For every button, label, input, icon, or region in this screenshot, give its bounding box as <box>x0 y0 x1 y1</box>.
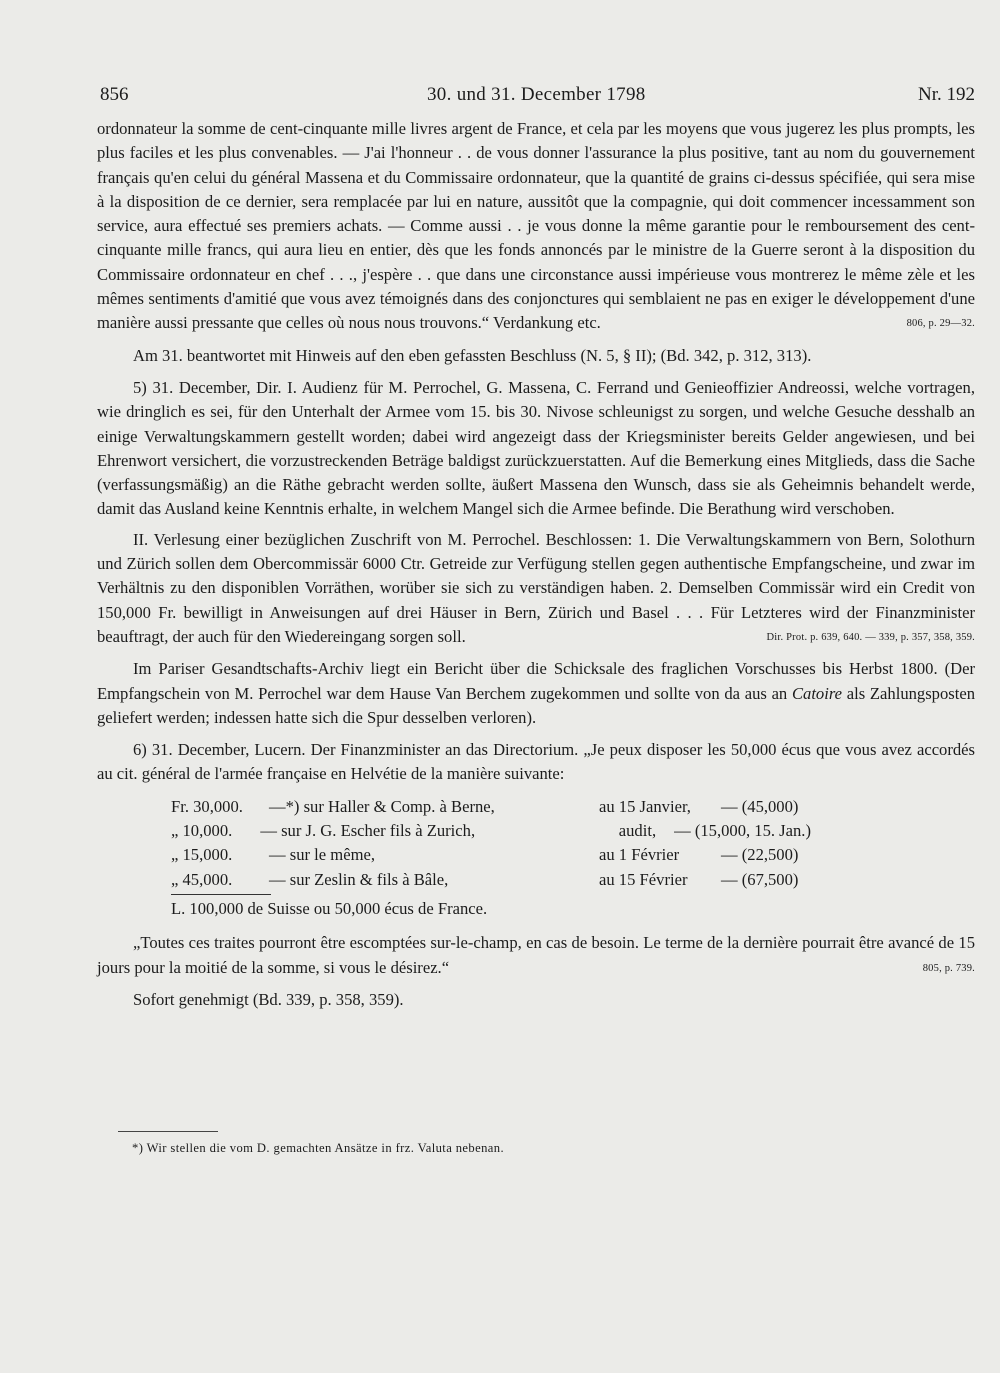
distribution-table <box>171 795 811 892</box>
paragraph-1-source: 806, p. 29—32. <box>906 318 975 330</box>
row-equivalent: — (67,500) <box>721 869 799 889</box>
paragraph-1 <box>97 117 975 336</box>
paragraph-6: 6) 31. December, Lucern. Der Finanzminister an das Directorium. „Je peux disposer les 50,000 écus que vous avez accordés au cit. général de l'armée française en Helvétie de la manière suivante: <box>97 740 975 784</box>
page-body <box>97 117 975 1012</box>
row-due: au 15 Janvier, <box>599 796 691 816</box>
document-number: Nr. 192 <box>918 84 975 105</box>
paragraph-5-text-a: Im Pariser Gesandtschafts-Archiv liegt ein Bericht über die Schicksale des fraglichen Vorschusses bis Herbst 1800. (Der Empfangschein von M. Perrochel war dem Hause Van Berchem zugekommen und sollte von da aus an <box>97 659 975 703</box>
paragraph-3: 5) 31. December, Dir. I. Audienz für M. Perrochel, G. Massena, C. Ferrand und Genieoffizier Andreossi, welche vortragen, wie dringlich es sei, für den Unterhalt der Armee vom 15. bis 30. Nivose schleunigst zu sorgen, und welche Gesuche desshalb an einige Verwaltungskammern gestellt worden; dabei wird angezeigt dass der Kriegsminister bereits Gelder angewiesen, und bei Ehrenwort versichert, die vorzustreckenden Beträge baldigst zurückzuerstatten. Auf die Bemerkung eines Mitglieds, dass die Sache (verfassungsmäßig) an die Räthe gebracht werden sollte, äußert Massena den Wunsch, dass sie als Geheimnis behandelt werde, damit das Ausland keine Kenntnis erhalte, in welchem Mangel sich die Armee befinde. Die Berathung wird verschoben. <box>97 377 975 519</box>
page-header <box>100 84 975 114</box>
row-due: au 1 Février <box>599 845 680 865</box>
paragraph-2: Am 31. beantwortet mit Hinweis auf den eben gefassten Beschluss (N. 5, § II); (Bd. 342, p. 312, 313). <box>133 345 812 365</box>
paragraph-8: Sofort genehmigt (Bd. 339, p. 358, 359). <box>133 989 404 1009</box>
paragraph-4-source: Dir. Prot. p. 639, 640. — 339, p. 357, 358, 359. <box>766 631 975 643</box>
row-amount: Fr. 30,000. <box>171 796 243 816</box>
distribution-row <box>171 868 811 892</box>
row-payee: — sur J. G. Escher fils à Zurich, <box>260 821 476 841</box>
distribution-row <box>171 795 811 819</box>
row-equivalent: — (15,000, 15. Jan.) <box>674 821 811 841</box>
footnote-rule <box>118 1131 218 1132</box>
paragraph-7 <box>97 931 975 980</box>
paragraph-1-text: ordonnateur la somme de cent-cinquante mille livres argent de France, et cela par les moyens que vous jugerez les plus prompts, les plus faciles et les plus convenables. — J'ai l'honneur . . de vous donner l'assurance la plus positive, tant au nom du gouvernement français qu'en celui du général Massena et du Commissaire ordonnateur, que la quantité de grains ci-dessus spécifiée, qui sera mise à la disposition de ce dernier, sera remplacée par lui en nature, aussitôt que la compagnie, qui doit commencer incessamment son service, aura effectué ses premiers achats. — Comme aussi . . je vous donne la même garantie pour le remboursement des cent-cinquante mille francs, qui aura lieu en entier, dès que les fonds annoncés par le ministre de la Guerre seront à la disposition du Commissaire ordonnateur en chef . . ., j'espère . . que dans une circonstance aussi impérieuse vous montrerez le même zèle et les mêmes sentiments d'amitié que vous avez témoignés dans des conjonctures qui semblaient ne pas en exiger le développement d'une manière aussi pressante que celles où nous nous trouvons.“ Verdankung etc. <box>97 119 975 333</box>
paragraph-5-text-b: als Zahlungsposten geliefert werden; indessen hatte sich die Spur desselben verloren). <box>97 683 975 727</box>
row-amount: „ 10,000. <box>171 821 233 841</box>
paragraph-7-source: 805, p. 739. <box>922 962 975 974</box>
paragraph-4-text: II. Verlesung einer bezüglichen Zuschrift von M. Perrochel. Beschlossen: 1. Die Verwaltungskammern von Bern, Solothurn und Zürich sollen dem Obercommissär 6000 Ctr. Getreide zur Verfügung stellen gegen authentische Empfangscheine, und zwar im Verhältnis zu den disponiblen Vorräthen, worüber sie sich zu verständigen haben. 2. Demselben Commissär wird ein Credit von 150,000 Fr. bewilligt in Anweisungen auf drei Häuser in Bern, Zürich und Basel . . . Für Letzteres wird der Finanzminister beauftragt, der auch für den Wiedereingang sorgen soll. <box>97 529 975 646</box>
page-number: 856 <box>100 84 129 105</box>
row-payee: —*) sur Haller & Comp. à Berne, <box>269 796 495 816</box>
row-due: au 15 Février <box>599 869 688 889</box>
row-amount: „ 15,000. <box>171 845 233 865</box>
row-payee: — sur le même, <box>269 845 375 865</box>
row-equivalent: — (45,000) <box>721 796 799 816</box>
paragraph-5-italic: Catoire <box>791 683 843 703</box>
running-title: 30. und 31. December 1798 <box>427 84 646 105</box>
row-equivalent: — (22,500) <box>721 845 799 865</box>
footnote: *) Wir stellen die vom D. gemachten Ansätze in frz. Valuta nebenan. <box>132 1141 505 1155</box>
paragraph-5 <box>97 657 975 730</box>
row-payee: — sur Zeslin & fils à Bâle, <box>269 869 449 889</box>
paragraph-4 <box>97 528 975 649</box>
distribution-row <box>171 843 811 867</box>
distribution-total <box>171 894 488 921</box>
distribution-total-text: L. 100,000 de Suisse ou 50,000 écus de France. <box>171 898 488 918</box>
distribution-row <box>171 819 811 843</box>
paragraph-7-text: „Toutes ces traites pourront être escomptées sur-le-champ, en cas de besoin. Le terme de la dernière pourrait être avancé de 15 jours pour la moitié de la somme, si vous le désirez.“ <box>97 933 975 977</box>
row-amount: „ 45,000. <box>171 869 233 889</box>
row-due: audit, <box>618 821 657 841</box>
